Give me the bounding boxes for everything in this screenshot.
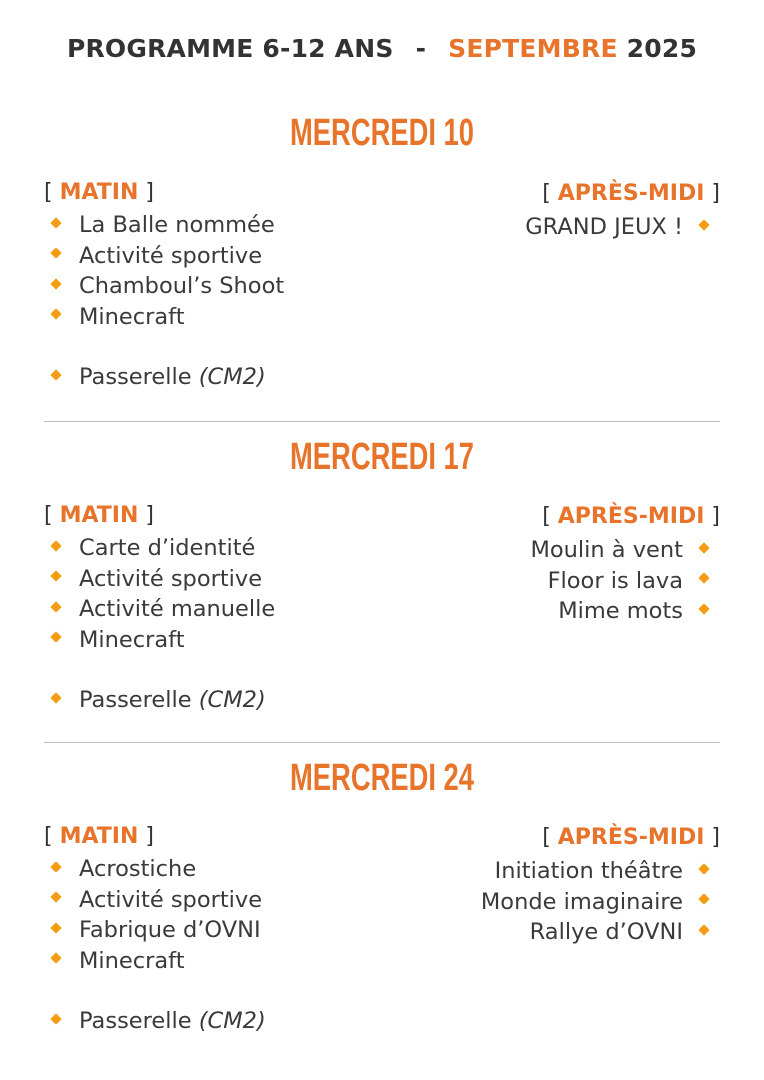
diamond-bullet-icon xyxy=(698,924,709,935)
morning-list xyxy=(52,533,275,655)
list-item: GRAND JEUX ! xyxy=(525,212,708,243)
list-item: Activité sportive xyxy=(52,885,262,916)
morning-list xyxy=(52,854,262,976)
diamond-bullet-icon xyxy=(50,922,61,933)
afternoon-label: APRÈS-MIDI xyxy=(557,825,705,850)
afternoon-label: APRÈS-MIDI xyxy=(557,181,705,206)
header-year: 2025 xyxy=(626,34,698,63)
list-item: Activité manuelle xyxy=(52,594,275,625)
morning-label: MATIN xyxy=(59,824,139,849)
afternoon-list xyxy=(525,212,708,243)
afternoon-header: [ APRÈS-MIDI ] xyxy=(542,825,720,850)
list-item: Carte d’identité xyxy=(52,533,275,564)
diamond-bullet-icon xyxy=(50,952,61,963)
list-item: Minecraft xyxy=(52,625,275,656)
morning-label: MATIN xyxy=(59,180,139,205)
day-section-2 xyxy=(44,436,720,736)
diamond-bullet-icon xyxy=(50,1013,61,1024)
list-item: Acrostiche xyxy=(52,854,262,885)
diamond-bullet-icon xyxy=(50,308,61,319)
diamond-bullet-icon xyxy=(50,369,61,380)
passerelle-item: Passerelle (CM2) xyxy=(52,364,266,390)
morning-list xyxy=(52,210,284,332)
list-item: Initiation théâtre xyxy=(481,856,708,887)
morning-header: [ MATIN ] xyxy=(44,180,155,205)
section-divider xyxy=(44,742,720,743)
page-header xyxy=(0,34,764,63)
diamond-bullet-icon xyxy=(698,219,709,230)
list-item: Activité sportive xyxy=(52,241,284,272)
diamond-bullet-icon xyxy=(698,572,709,583)
morning-header: [ MATIN ] xyxy=(44,824,155,849)
afternoon-header: [ APRÈS-MIDI ] xyxy=(542,504,720,529)
list-item: Monde imaginaire xyxy=(481,887,708,918)
section-divider xyxy=(44,421,720,422)
day-section-3 xyxy=(44,757,720,1057)
diamond-bullet-icon xyxy=(50,247,61,258)
day-title: MERCREDI 17 xyxy=(290,436,474,478)
morning-header: [ MATIN ] xyxy=(44,503,155,528)
diamond-bullet-icon xyxy=(50,891,61,902)
afternoon-label: APRÈS-MIDI xyxy=(557,504,705,529)
list-item: Fabrique d’OVNI xyxy=(52,915,262,946)
list-item: Floor is lava xyxy=(530,566,708,597)
list-item: Chamboul’s Shoot xyxy=(52,271,284,302)
list-item: La Balle nommée xyxy=(52,210,284,241)
header-separator: - xyxy=(415,34,427,63)
afternoon-list xyxy=(481,856,708,948)
header-month: SEPTEMBRE xyxy=(448,34,618,63)
list-item: Mime mots xyxy=(530,596,708,627)
diamond-bullet-icon xyxy=(50,278,61,289)
afternoon-header: [ APRÈS-MIDI ] xyxy=(542,181,720,206)
day-title: MERCREDI 10 xyxy=(290,112,474,154)
list-item: Rallye d’OVNI xyxy=(481,917,708,948)
passerelle-item: Passerelle (CM2) xyxy=(52,687,266,713)
afternoon-list xyxy=(530,535,708,627)
list-item: Activité sportive xyxy=(52,564,275,595)
diamond-bullet-icon xyxy=(50,570,61,581)
diamond-bullet-icon xyxy=(698,893,709,904)
diamond-bullet-icon xyxy=(50,861,61,872)
morning-label: MATIN xyxy=(59,503,139,528)
diamond-bullet-icon xyxy=(50,601,61,612)
diamond-bullet-icon xyxy=(698,603,709,614)
list-item: Minecraft xyxy=(52,946,262,977)
diamond-bullet-icon xyxy=(50,692,61,703)
passerelle-item: Passerelle (CM2) xyxy=(52,1008,266,1034)
diamond-bullet-icon xyxy=(50,631,61,642)
diamond-bullet-icon xyxy=(50,540,61,551)
diamond-bullet-icon xyxy=(50,217,61,228)
list-item: Minecraft xyxy=(52,302,284,333)
program-title: PROGRAMME 6-12 ANS xyxy=(66,34,394,63)
list-item: Moulin à vent xyxy=(530,535,708,566)
day-section-1 xyxy=(44,112,720,412)
diamond-bullet-icon xyxy=(698,542,709,553)
day-title: MERCREDI 24 xyxy=(290,757,474,799)
diamond-bullet-icon xyxy=(698,863,709,874)
